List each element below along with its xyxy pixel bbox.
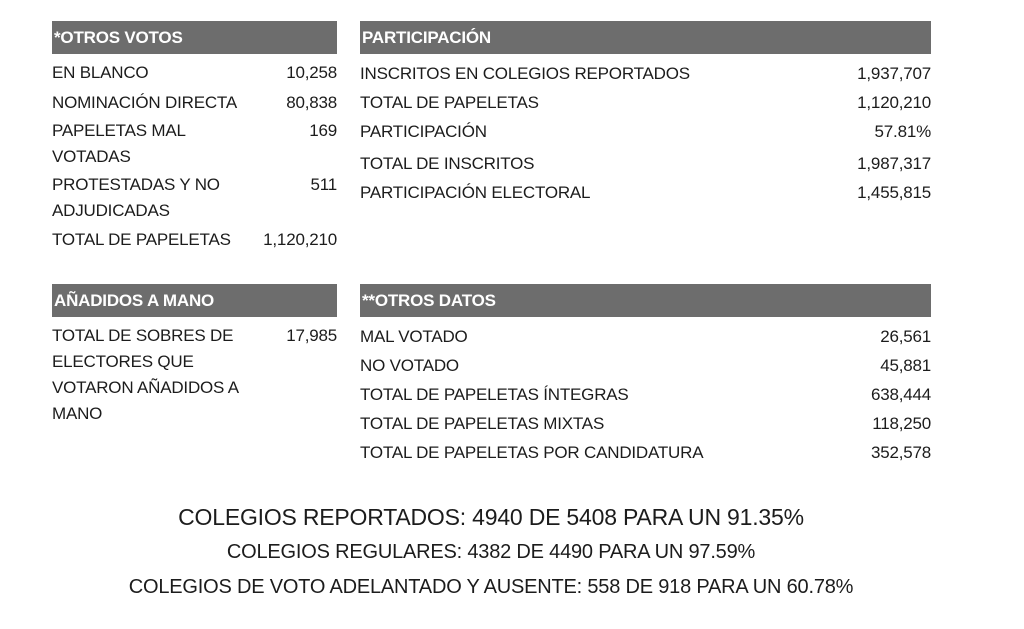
row-label: TOTAL DE PAPELETAS — [52, 230, 231, 249]
row-label: TOTAL DE SOBRES DE ELECTORES QUE VOTARON AÑADIDOS A MANO — [52, 326, 238, 423]
row-value: 26,561 — [880, 327, 931, 346]
row-label: PARTICIPACIÓN ELECTORAL — [360, 183, 591, 202]
row-label: PAPELETAS MAL VOTADAS — [52, 121, 186, 166]
table-row — [52, 323, 337, 427]
table-row — [52, 227, 337, 253]
row-value: 57.81% — [874, 122, 931, 141]
row-label: PROTESTADAS Y NO ADJUDICADAS — [52, 175, 220, 220]
table-row — [52, 90, 337, 116]
participacion-panel — [360, 21, 931, 207]
table-row — [52, 118, 337, 170]
table-row — [360, 178, 931, 207]
table-row — [52, 60, 337, 86]
row-label: TOTAL DE INSCRITOS — [360, 154, 535, 173]
table-row — [360, 149, 931, 178]
participacion-header: PARTICIPACIÓN — [360, 21, 931, 54]
otros-datos-header: **OTROS DATOS — [360, 284, 931, 317]
row-label: INSCRITOS EN COLEGIOS REPORTADOS — [360, 64, 690, 83]
row-label: PARTICIPACIÓN — [360, 122, 487, 141]
row-label: EN BLANCO — [52, 63, 149, 82]
table-row — [360, 117, 931, 146]
table-row — [360, 380, 931, 409]
row-value: 80,838 — [286, 93, 337, 112]
table-row — [360, 351, 931, 380]
row-value: 1,120,210 — [857, 93, 931, 112]
table-row — [360, 59, 931, 88]
row-label: TOTAL DE PAPELETAS — [360, 93, 539, 112]
row-value: 638,444 — [870, 385, 931, 404]
row-value: 1,455,815 — [857, 183, 931, 202]
row-label: TOTAL DE PAPELETAS MIXTAS — [360, 414, 605, 433]
row-value: 352,578 — [870, 443, 931, 462]
row-value: 17,985 — [286, 326, 337, 345]
row-label: NO VOTADO — [360, 356, 459, 375]
summary-colegios-adelantado: COLEGIOS DE VOTO ADELANTADO Y AUSENTE: 558 DE 918 PARA UN 60.78% — [128, 576, 854, 598]
row-value: 118,250 — [872, 414, 931, 433]
row-label: NOMINACIÓN DIRECTA — [52, 93, 237, 112]
otros-datos-panel — [360, 284, 931, 467]
otros-votos-panel — [52, 21, 337, 253]
table-row — [360, 322, 931, 351]
row-label: MAL VOTADO — [360, 327, 468, 346]
table-row — [52, 172, 337, 224]
otros-votos-header: *OTROS VOTOS — [52, 21, 337, 54]
row-value: 511 — [310, 175, 337, 194]
row-value: 10,258 — [286, 63, 337, 82]
summary-colegios-reportados: COLEGIOS REPORTADOS: 4940 DE 5408 PARA UN 91.35% — [178, 504, 804, 530]
summary-colegios-regulares: COLEGIOS REGULARES: 4382 DE 4490 PARA UN 97.59% — [226, 541, 756, 563]
row-value: 45,881 — [880, 356, 931, 375]
row-value: 1,987,317 — [857, 154, 931, 173]
anadidos-a-mano-panel — [52, 284, 337, 429]
row-label: TOTAL DE PAPELETAS ÍNTEGRAS — [360, 385, 629, 404]
anadidos-a-mano-header: AÑADIDOS A MANO — [52, 284, 337, 317]
row-label: TOTAL DE PAPELETAS POR CANDIDATURA — [360, 443, 704, 462]
table-row — [360, 438, 931, 467]
row-value: 1,120,210 — [263, 230, 337, 249]
row-value: 1,937,707 — [857, 64, 931, 83]
table-row — [360, 409, 931, 438]
row-value: 169 — [309, 121, 337, 140]
table-row — [360, 88, 931, 117]
